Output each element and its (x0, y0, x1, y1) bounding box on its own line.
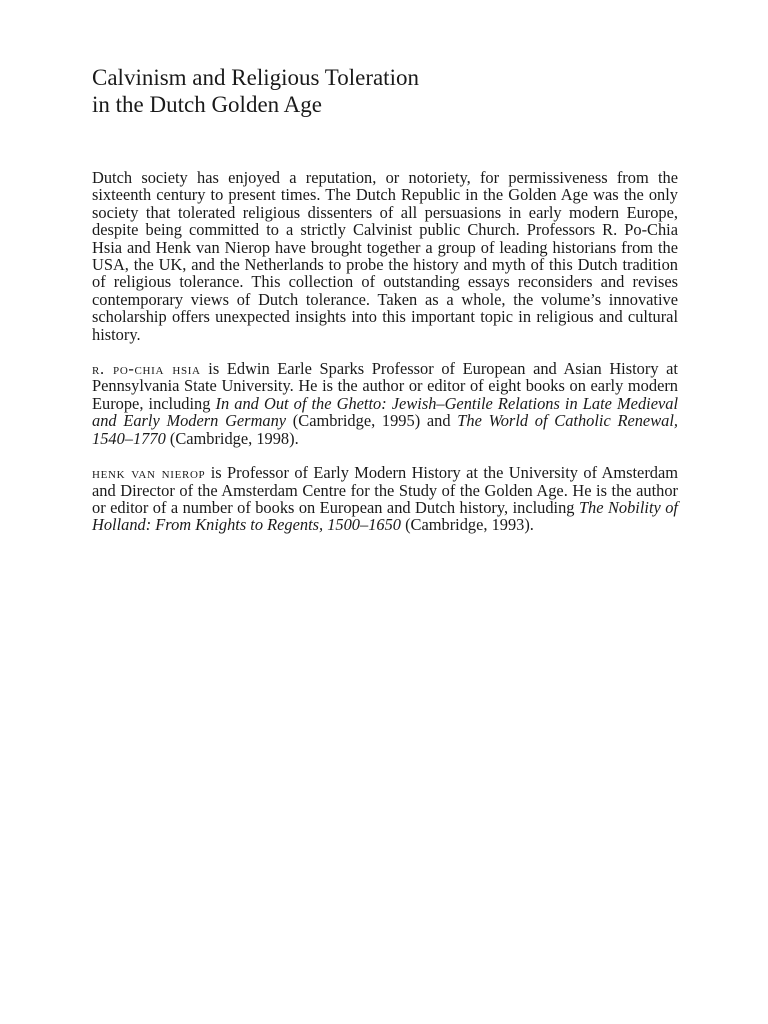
book-title-line-1: Calvinism and Religious Toleration (92, 65, 419, 90)
editor-name: r. po-chia hsia (92, 359, 201, 379)
book-description: Dutch society has enjoyed a reputation, or notoriety, for permissiveness from the sixteenth century to present times. The Dutch Republic in the Golden Age was the only society that tolerated religious dissenters of all persuasions in early modern Europe, despite being committed to a strictly Calvinist public Church. Professors R. Po-Chia Hsia and Henk van Nierop have brought together a group of leading historians from the USA, the UK, and the Netherlands to probe the history and myth of this Dutch tradition of religious tolerance. This collection of outstanding essays reconsiders and revises contemporary views of Dutch tolerance. Taken as a whole, the volume’s innovative scholarship offers unexpected insights into this important topic in religious and cultural history. (92, 168, 678, 344)
editor-bio-text: (Cambridge, 1993). (400, 515, 534, 535)
book-reference: In and Out of the Ghetto: Jewish–Gentile Relations in Late Medieval and Early Modern Germany (92, 393, 678, 431)
editor-bio-text: (Cambridge, 1995) and (286, 411, 458, 431)
book-reference: The Nobility of Holland: From Knights to Regents, 1500–1650 (92, 497, 678, 535)
book-blurb-page (92, 64, 678, 534)
editor-bio-hsia (92, 360, 678, 447)
editor-bio-text: is Edwin Earle Sparks Professor of European and Asian History at Pennsylvania State University. He is the author or editor of eight books on early modern Europe, including (92, 359, 678, 413)
editor-name: henk van nierop (92, 463, 206, 483)
book-title-line-2: in the Dutch Golden Age (92, 92, 322, 117)
book-title (92, 64, 678, 118)
editor-bio-van-nierop (92, 464, 678, 534)
book-reference: The World of Catholic Renewal, 1540–1770 (92, 411, 678, 448)
editor-bio-text: (Cambridge, 1998). (165, 428, 299, 448)
editor-bio-text: is Professor of Early Modern History at the University of Amsterdam and Director of the Amsterdam Centre for the Study of the Golden Age. He is the author or editor of a number of books on European and Dutch history, including (92, 463, 678, 517)
